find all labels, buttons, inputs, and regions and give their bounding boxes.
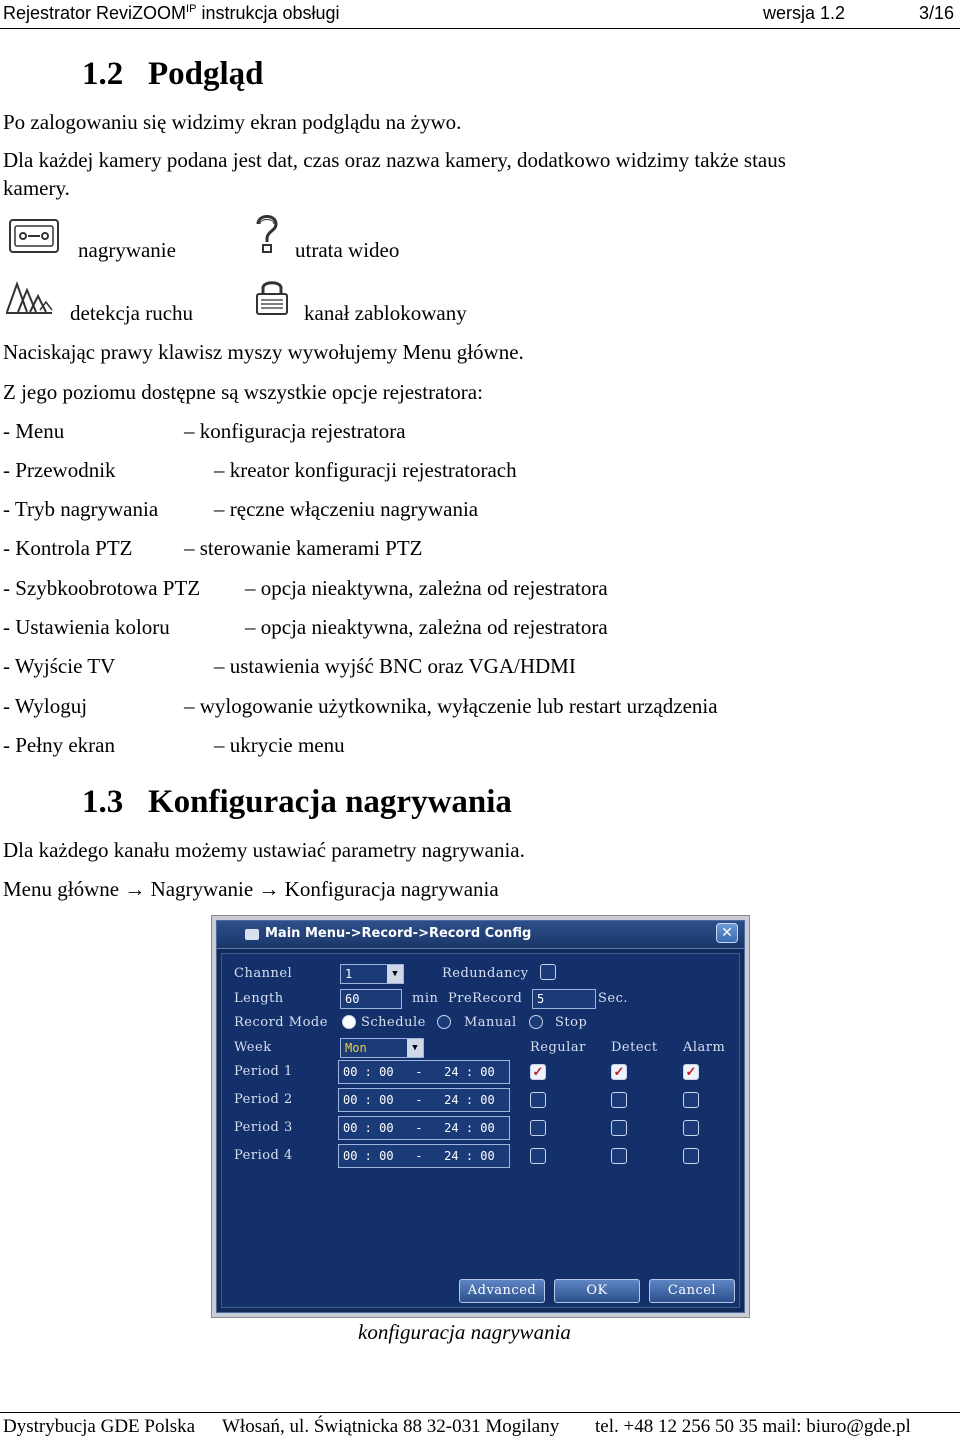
regular-checkbox[interactable] xyxy=(530,1120,546,1136)
menu-item-name: - Wyjście TV xyxy=(3,654,116,678)
alarm-checkbox[interactable] xyxy=(683,1120,699,1136)
period-label: Period 2 xyxy=(234,1092,293,1107)
menu-item-desc: – ukrycie menu xyxy=(214,733,345,757)
ok-button[interactable]: OK xyxy=(554,1279,640,1303)
header-rule xyxy=(0,28,960,29)
length-label: Length xyxy=(234,991,284,1006)
paragraph: Z jego poziomu dostępne są wszystkie opcje rejestratora: xyxy=(3,380,483,404)
paragraph: Naciskając prawy klawisz myszy wywołujemy Menu główne. xyxy=(3,340,524,364)
cancel-button[interactable]: Cancel xyxy=(649,1279,735,1303)
detect-checkbox[interactable] xyxy=(611,1148,627,1164)
menu-item-desc: – wylogowanie użytkownika, wyłączenie lub restart urządzenia xyxy=(184,694,718,718)
schedule-radio[interactable] xyxy=(342,1015,356,1029)
paragraph: Po zalogowaniu się widzimy ekran podglądu na żywo. xyxy=(3,110,462,134)
period-time-input[interactable]: 00 : 00 - 24 : 00 xyxy=(338,1060,510,1084)
alarm-checkbox[interactable] xyxy=(683,1092,699,1108)
stop-label: Stop xyxy=(555,1015,588,1030)
redundancy-label: Redundancy xyxy=(442,966,529,981)
motion-detection-icon xyxy=(4,278,54,316)
menu-item-desc: – opcja nieaktywna, zależna od rejestratora xyxy=(245,615,608,639)
menu-item-desc: – ręczne włączeniu nagrywania xyxy=(214,497,479,521)
paragraph: Dla każdej kamery podana jest dat, czas oraz nazwa kamery, dodatkowo widzimy także staus xyxy=(3,148,786,172)
footer-contact: tel. +48 12 256 50 35 mail: biuro@gde.pl xyxy=(595,1416,911,1437)
menu-icon xyxy=(245,929,259,940)
period-time-input[interactable]: 00 : 00 - 24 : 00 xyxy=(338,1088,510,1112)
alarm-checkbox[interactable] xyxy=(683,1148,699,1164)
legend-label-motion: detekcja ruchu xyxy=(70,301,194,325)
regular-checkbox[interactable]: ✓ xyxy=(530,1064,546,1080)
column-regular: Regular xyxy=(530,1040,586,1055)
menu-item-desc: – sterowanie kamerami PTZ xyxy=(184,536,423,560)
prerecord-label: PreRecord xyxy=(448,991,523,1006)
header-version: wersja 1.2 xyxy=(763,3,846,23)
record-mode-label: Record Mode xyxy=(234,1015,328,1030)
length-input[interactable]: 60 xyxy=(340,989,402,1009)
menu-item-desc: – konfiguracja rejestratora xyxy=(184,419,406,443)
dialog-window xyxy=(216,920,745,1313)
dialog-panel xyxy=(221,953,740,1308)
manual-label: Manual xyxy=(464,1015,517,1030)
legend-label-video-loss: utrata wideo xyxy=(295,238,400,262)
section-heading-preview: 1.2 Podgląd xyxy=(82,56,264,92)
record-config-screenshot xyxy=(211,915,750,1318)
detect-checkbox[interactable] xyxy=(611,1092,627,1108)
dialog-title: Main Menu->Record->Record Config xyxy=(265,926,532,941)
chevron-down-icon: ▼ xyxy=(387,965,403,983)
section-heading-record-config: 1.3 Konfiguracja nagrywania xyxy=(82,784,512,820)
menu-item-name: - Wyloguj xyxy=(3,694,88,718)
menu-item-name: - Tryb nagrywania xyxy=(3,497,159,521)
dialog-title-bar xyxy=(217,921,744,949)
period-time-input[interactable]: 00 : 00 - 24 : 00 xyxy=(338,1144,510,1168)
redundancy-checkbox[interactable] xyxy=(540,964,556,980)
menu-item-name: - Kontrola PTZ xyxy=(3,536,133,560)
stop-radio[interactable] xyxy=(529,1015,543,1029)
period-label: Period 3 xyxy=(234,1120,293,1135)
prerecord-input[interactable]: 5 xyxy=(532,989,596,1009)
period-label: Period 4 xyxy=(234,1148,293,1163)
chevron-down-icon: ▼ xyxy=(407,1039,423,1057)
menu-item-desc: – opcja nieaktywna, zależna od rejestratora xyxy=(245,576,608,600)
menu-item-desc: – kreator konfiguracji rejestratorach xyxy=(214,458,517,482)
schedule-label: Schedule xyxy=(361,1015,426,1030)
header-title: Rejestrator ReviZOOM$^{IP}$ instrukcja obsługi xyxy=(3,3,340,23)
video-loss-icon xyxy=(250,212,284,254)
channel-select[interactable]: 1 ▼ xyxy=(340,964,404,984)
legend-label-recording: nagrywanie xyxy=(78,238,176,262)
length-unit: min xyxy=(412,991,439,1006)
footer-company: Dystrybucja GDE Polska xyxy=(3,1416,196,1437)
column-alarm: Alarm xyxy=(683,1040,726,1055)
alarm-checkbox[interactable]: ✓ xyxy=(683,1064,699,1080)
regular-checkbox[interactable] xyxy=(530,1092,546,1108)
channel-locked-icon xyxy=(252,278,292,318)
menu-item-name: - Przewodnik xyxy=(3,458,116,482)
footer-address: Włosań, ul. Świątnicka 88 32-031 Mogilany xyxy=(222,1416,560,1437)
footer-rule xyxy=(0,1412,960,1413)
advanced-button[interactable]: Advanced xyxy=(459,1279,545,1303)
column-detect: Detect xyxy=(611,1040,658,1055)
header-page-number: 3/16 xyxy=(919,3,955,23)
menu-item-name: - Pełny ekran xyxy=(3,733,115,757)
menu-item-name: - Szybkoobrotowa PTZ xyxy=(3,576,201,600)
menu-path: Menu główne → Nagrywanie → Konfiguracja nagrywania xyxy=(3,877,499,901)
week-select[interactable]: Mon ▼ xyxy=(340,1038,424,1058)
menu-item-desc: – ustawienia wyjść BNC oraz VGA/HDMI xyxy=(214,654,576,678)
channel-label: Channel xyxy=(234,966,293,981)
menu-item-name: - Ustawienia koloru xyxy=(3,615,170,639)
figure-caption: konfiguracja nagrywania xyxy=(358,1320,571,1344)
legend-label-locked: kanał zablokowany xyxy=(304,301,467,325)
paragraph: Dla każdego kanału możemy ustawiać parametry nagrywania. xyxy=(3,838,525,862)
menu-item-name: - Menu xyxy=(3,419,65,443)
week-label: Week xyxy=(234,1040,272,1055)
close-icon[interactable]: ✕ xyxy=(716,923,738,943)
regular-checkbox[interactable] xyxy=(530,1148,546,1164)
recording-icon xyxy=(8,217,60,255)
period-label: Period 1 xyxy=(234,1064,293,1079)
detect-checkbox[interactable] xyxy=(611,1120,627,1136)
manual-radio[interactable] xyxy=(437,1015,451,1029)
prerecord-unit: Sec. xyxy=(598,991,629,1006)
paragraph: kamery. xyxy=(3,176,70,200)
detect-checkbox[interactable]: ✓ xyxy=(611,1064,627,1080)
period-time-input[interactable]: 00 : 00 - 24 : 00 xyxy=(338,1116,510,1140)
